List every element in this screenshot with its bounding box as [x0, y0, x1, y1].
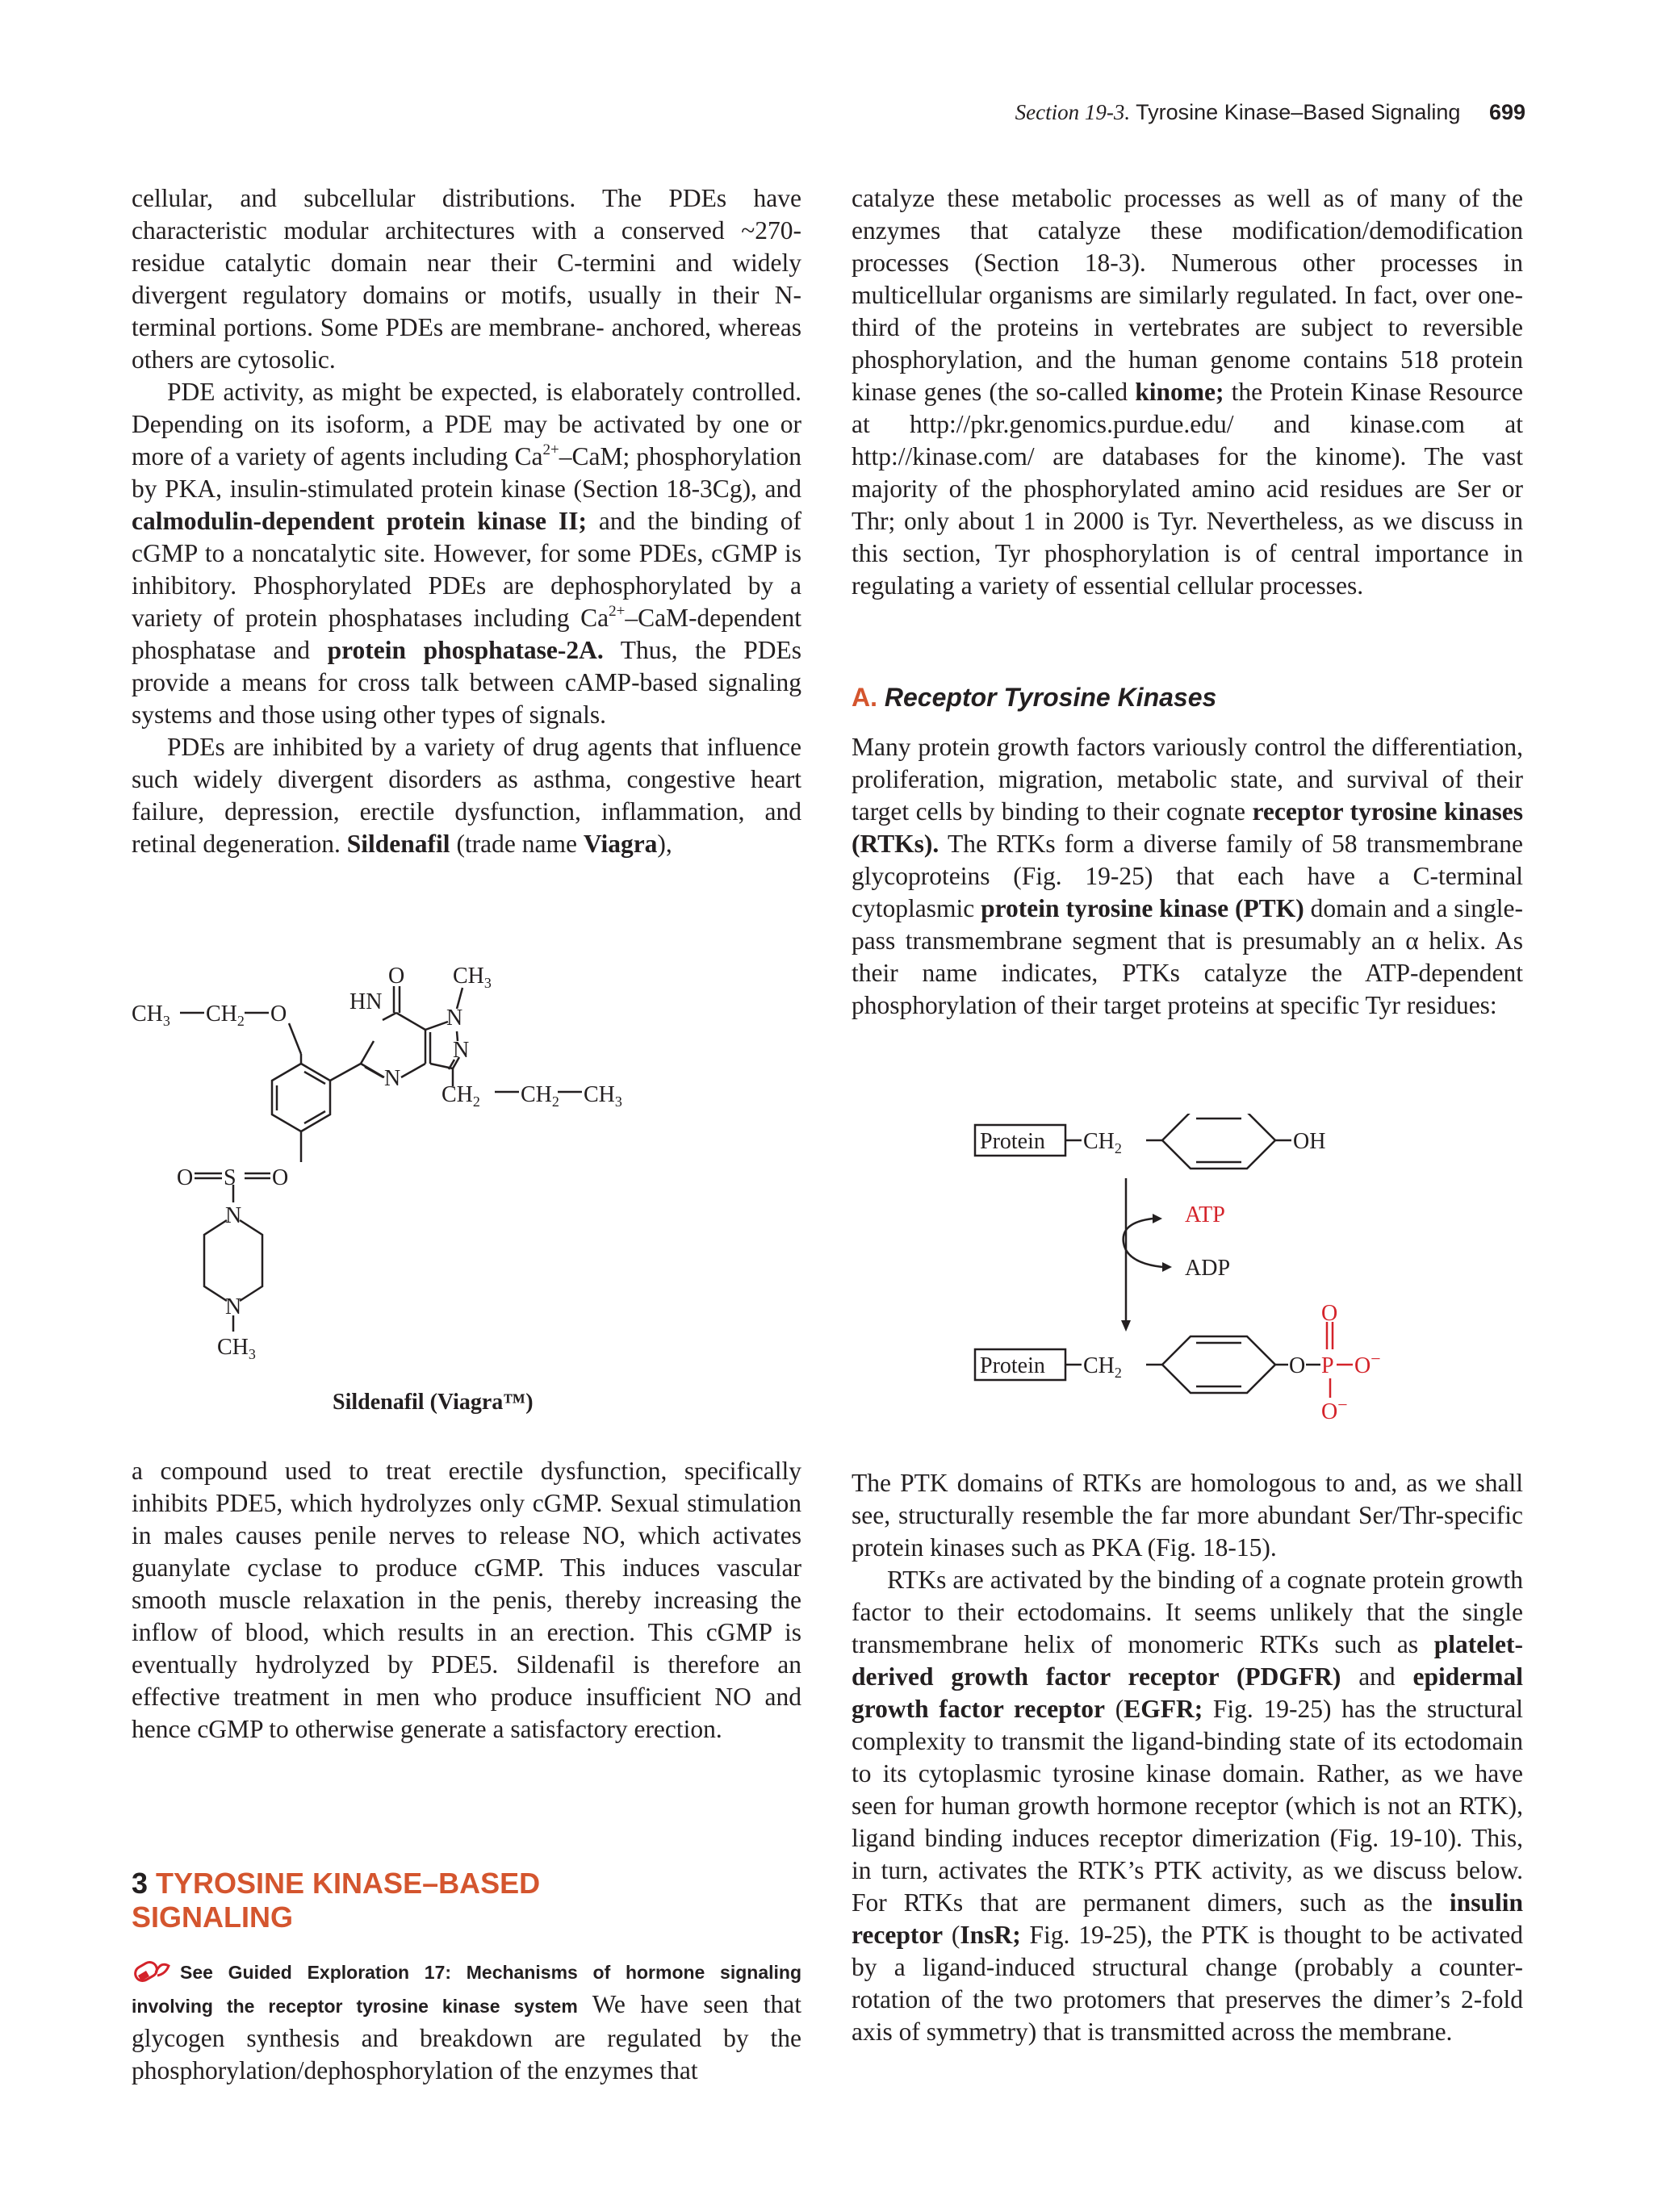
label-sulfur: S: [224, 1165, 236, 1190]
text-run: Fig. 19-25), the PTK is thought to be activated by a ligand-induced structural change (probably a counter-rotation of the two protomers that preserves the dimer’s 2-fold axis of symmetry) that is transmitted across the membrane.: [852, 1921, 1523, 2046]
text-run: the Protein Kinase Resource at http://pkr.genomics.purdue.edu/ and kinase.com at http://kinase.com/ are databases for the kinome). The vast majority of the phosphorylated amino acid residues are Ser or Thr; only about 1 in 2000 is Tyr. Nevertheless, as we discuss in this section, Tyr phosphorylation is of central importance in regulating a variety of essential cellular processes.: [852, 378, 1523, 600]
piperazine-left: [204, 1220, 227, 1301]
paragraph-ptk-homology: The PTK domains of RTKs are homologous to and, as we shall see, structurally resemble the far more abundant Ser/Thr-specific protein kinases such as PKA (Fig. 18-15).: [852, 1469, 1523, 1562]
text-run: domain and a single-pass transmembrane segment that is presumably an α helix. As their name indicates, PTKs catalyze the ATP-dependent phosphorylation of their target proteins at specific Tyr residues:: [852, 894, 1523, 1019]
paragraph-sildenafil-mechanism: a compound used to treat erectile dysfunction, specifically inhibits PDE5, which hydrolyzes only cGMP. Sexual stimulation in males causes penile nerves to release NO, which activates guanylate cyclase to produce cGMP. This induces vascular smooth muscle relaxation in the penis, thereby increasing the inflow of blood, which results in an erection. This cGMP is eventually hydrolyzed by PDE5. Sildenafil is therefore an effective treatment in men who produce insufficient NO and hence cGMP to otherwise generate a satisfactory erection.: [132, 1457, 801, 1743]
label-oh: OH: [1293, 1129, 1326, 1154]
sildenafil-caption: Sildenafil (Viagra™): [333, 1390, 534, 1415]
term-rtks: receptor tyrosine kinases (RTKs).: [852, 797, 1523, 858]
label-adp: ADP: [1185, 1256, 1231, 1281]
header-section-label: Section 19-3.: [1015, 100, 1131, 124]
atp-arrowhead: [1153, 1214, 1162, 1223]
text-run: and: [1341, 1662, 1413, 1691]
text-run: PDE activity, as might be expected, is elaborately controlled. Depending on its isoform, a PDE may be activated by one or more of a variety of agents including Ca: [132, 378, 801, 470]
label-protein-bottom: Protein: [980, 1353, 1045, 1378]
label-propyl-ch3: $CH_3$: [584, 1082, 622, 1110]
paragraph-pde-activity: [132, 376, 801, 731]
section-heading: [132, 1867, 697, 1934]
label-phosphorus: P: [1321, 1353, 1334, 1378]
text-run: Fig. 19-25) has the structural complexity to transmit the ligand-binding state of its ectodomain to its cytoplasmic tyrosine kinase domain. Rather, as we have seen for human growth hormone receptor (which is not an RTK), ligand binding induces receptor dimerization (Fig. 19-10). This, in turn, activates the RTK’s PTK activity, as we discuss below. For RTKs that are permanent dimers, such as the: [852, 1695, 1523, 1917]
superscript: 2+: [609, 603, 626, 620]
subsection-letter: A.: [852, 683, 877, 712]
label-n-pyrazole-1: N: [446, 1006, 463, 1031]
section-title-line1: TYROSINE KINASE–BASED: [156, 1867, 541, 1900]
right-column-middle: [852, 731, 1523, 1022]
label-sulfonyl-o-right: O: [272, 1165, 289, 1190]
text-run: and the binding of cGMP to a noncatalytic site. However, for some PDEs, cGMP is inhibitory. Phosphorylated PDEs are dephosphorylated by a variety of protein phosphatases including Ca: [132, 507, 801, 632]
header-section-title: Tyrosine Kinase–Based Signaling: [1136, 100, 1461, 124]
text-run: (trade name: [450, 830, 584, 858]
adp-arrowhead: [1162, 1262, 1172, 1272]
left-column-bottom: [132, 1455, 801, 1746]
right-column-top: [852, 182, 1523, 602]
page-number: 699: [1488, 100, 1525, 124]
paragraph-pde-inhibitors: [132, 731, 801, 860]
text-run: –CaM-dependent phosphatase and: [132, 604, 801, 664]
label-o-minus-right: O−: [1354, 1349, 1381, 1378]
text-line: ~270-residue catalytic domain near their C-termini and: [132, 216, 801, 277]
label-n-methyl: $CH_3$: [217, 1335, 256, 1362]
text-run: (: [1105, 1695, 1124, 1723]
term-insulin-receptor: insulin receptor: [852, 1888, 1523, 1949]
label-o-double: O: [1321, 1301, 1338, 1326]
label-atp: ATP: [1185, 1202, 1225, 1227]
benzene-ring: [272, 1064, 330, 1131]
text-line: cellular, and subcellular distributions. The PDEs have: [132, 184, 801, 212]
text-run: (: [943, 1921, 960, 1949]
term-phosphatase-2a: protein phosphatase-2A.: [327, 636, 604, 664]
text-line: anchored, whereas others are cytosolic.: [132, 313, 801, 374]
label-piperazine-n1: N: [225, 1203, 242, 1228]
term-calmodulin-kinase: calmodulin-dependent protein kinase II;: [132, 507, 587, 535]
tyr-phosphorylation-figure: [969, 1114, 1453, 1436]
sildenafil-structure: [132, 920, 801, 1436]
sildenafil-structure-figure: [132, 920, 801, 1436]
text-run: ),: [657, 830, 672, 858]
label-ch2-top: $CH_2$: [1083, 1129, 1122, 1156]
term-kinome: kinome;: [1135, 378, 1224, 406]
guided-exploration-paragraph: [132, 1955, 801, 2087]
text-line: their N-terminal portions. Some PDEs are membrane-: [132, 281, 801, 341]
text-line: widely divergent regulatory domains or motifs, usually in: [132, 249, 801, 309]
label-o-minus-bottom: O−: [1321, 1395, 1348, 1424]
term-sildenafil: Sildenafil: [346, 830, 450, 858]
label-n-pyrazole-2: N: [453, 1038, 470, 1063]
running-header: [888, 100, 1525, 132]
term-ptk: protein tyrosine kinase (PTK): [981, 894, 1304, 922]
text-run: PDEs are inhibited by a variety of drug agents that influence such widely divergent disorders as asthma, congestive heart failure, depression, erectile dysfunction, inflammation, and retinal degeneration.: [132, 733, 801, 858]
text-run: RTKs are activated by the binding of a cognate protein growth factor to their ectodomains. It seems unlikely that the single transmembrane helix of monomeric RTKs such as: [852, 1566, 1523, 1658]
term-pdgfr: platelet-derived growth factor receptor (PDGFR): [852, 1630, 1523, 1691]
text-line: characteristic modular architectures with a conserved: [132, 216, 742, 245]
label-ch2-bottom: $CH_2$: [1083, 1353, 1122, 1381]
label-ethoxy-ch3: $CH_3$: [132, 1001, 170, 1029]
reaction-arrowhead: [1121, 1320, 1131, 1332]
phenol-ring-bottom: [1162, 1336, 1275, 1393]
term-egfr: EGFR;: [1124, 1695, 1203, 1723]
text-run: We have seen that glycogen synthesis and breakdown are regulated by the phosphorylation/dephosphorylation of the enzymes that: [132, 1990, 801, 2084]
section-number: 3: [132, 1867, 149, 1900]
phenol-ring-top: [1162, 1114, 1275, 1169]
text-run: Many protein growth factors variously control the differentiation, proliferation, migration, metabolic state, and survival of their target cells by binding to their cognate: [852, 733, 1523, 826]
text-run: Thus, the PDEs provide a means for cross talk between cAMP-based signaling systems and those using other types of signals.: [132, 636, 801, 729]
paragraph-rtk-activation: [852, 1564, 1523, 2048]
paragraph-kinome: [852, 182, 1523, 602]
label-o-carbonyl: O: [388, 964, 405, 989]
paragraph-rtks: [852, 731, 1523, 1022]
term-viagra: Viagra: [583, 830, 658, 858]
guided-exploration-link[interactable]: See Guided Exploration 17: Mechanisms of hormone signaling involving the receptor tyrosine kinase system: [132, 1962, 801, 2017]
label-ethoxy-o: O: [270, 1001, 287, 1027]
label-ch3-top: $CH_3$: [453, 964, 492, 991]
paragraph-pde-architecture: [132, 182, 801, 376]
label-ethoxy-ch2: $CH_2$: [206, 1001, 245, 1029]
label-propyl-ch2a: $CH_2$: [441, 1082, 480, 1110]
term-egf-receptor: epidermal growth factor receptor: [852, 1662, 1523, 1723]
text-run: The RTKs form a diverse family of 58 transmembrane glycoproteins (Fig. 19-25) that each have a C-terminal cytoplasmic: [852, 830, 1523, 922]
superscript: 2+: [542, 441, 559, 458]
right-column-bottom: [852, 1467, 1523, 2048]
piperazine-right: [240, 1220, 262, 1301]
text-run: catalyze these metabolic processes as well as of many of the enzymes that catalyze these modification/demodification processes (Section 18-3). Numerous other processes in multicellular organisms are similarly regulated. In fact, over one-third of the proteins in vertebrates are subject to reversible phosphorylation, and the human genome contains 518 protein kinase genes (the so-called: [852, 184, 1523, 406]
subsection-title: Receptor Tyrosine Kinases: [884, 683, 1217, 712]
text-run: –CaM; phosphorylation by PKA, insulin-stimulated protein kinase (Section 18-3Cg), and: [132, 442, 801, 503]
term-insr: InsR;: [960, 1921, 1021, 1949]
label-protein-top: Protein: [980, 1129, 1045, 1154]
tyr-phosphorylation-scheme: [969, 1114, 1453, 1436]
label-piperazine-n2: N: [225, 1294, 242, 1319]
label-o-link: O: [1289, 1353, 1306, 1378]
label-sulfonyl-o-left: O: [177, 1165, 194, 1190]
subsection-heading: [852, 683, 1523, 713]
label-propyl-ch2b: $CH_2$: [521, 1082, 559, 1110]
label-hn: HN: [349, 989, 383, 1014]
label-n-pyrimidine: N: [384, 1066, 401, 1091]
section-title-line2: SIGNALING: [132, 1900, 294, 1934]
left-column-top: [132, 182, 801, 860]
